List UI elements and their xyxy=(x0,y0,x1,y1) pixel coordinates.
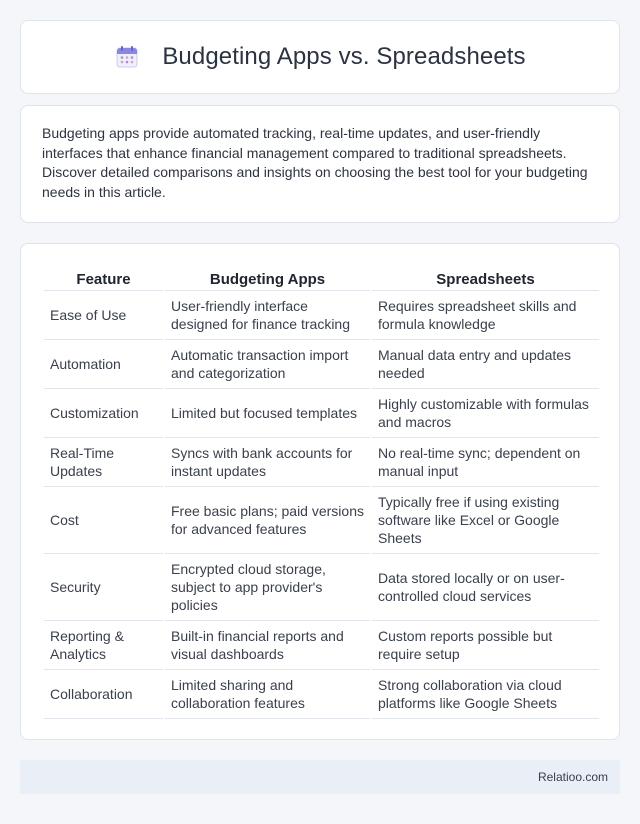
table-row xyxy=(44,621,599,670)
feature-cell: Ease of Use xyxy=(44,291,163,340)
comparison-card xyxy=(20,243,620,740)
feature-cell: Cost xyxy=(44,487,163,554)
header-spreadsheets: Spreadsheets xyxy=(372,265,599,291)
feature-cell: Automation xyxy=(44,340,163,389)
feature-cell: Reporting & Analytics xyxy=(44,621,163,670)
intro-paragraph: Budgeting apps provide automated tracking, real-time updates, and user-friendly interfaces that enhance financial management compared to traditional spreadsheets. Discover detailed comparisons and insights on choosing the best tool for your budgeting needs in this article. xyxy=(42,125,588,200)
spreadsheets-cell: No real-time sync; dependent on manual input xyxy=(372,438,599,487)
spreadsheets-cell: Data stored locally or on user-controlled cloud services xyxy=(372,554,599,621)
footer-bar xyxy=(20,760,620,794)
apps-cell: Limited but focused templates xyxy=(165,389,370,438)
header-feature: Feature xyxy=(44,265,163,291)
calendar-icon xyxy=(114,44,140,70)
spreadsheets-cell: Requires spreadsheet skills and formula knowledge xyxy=(372,291,599,340)
footer-site-name: Relatioo.com xyxy=(537,770,608,784)
spreadsheets-cell: Highly customizable with formulas and macros xyxy=(372,389,599,438)
header-budgeting-apps: Budgeting Apps xyxy=(165,265,370,291)
table-row xyxy=(44,554,599,621)
intro-card xyxy=(20,105,620,223)
table-row xyxy=(44,670,599,719)
apps-cell: User-friendly interface designed for finance tracking xyxy=(165,291,370,340)
table-header-row xyxy=(44,265,599,291)
feature-cell: Security xyxy=(44,554,163,621)
title-wrap xyxy=(114,43,525,71)
spreadsheets-cell: Typically free if using existing software like Excel or Google Sheets xyxy=(372,487,599,554)
page-title: Budgeting Apps vs. Spreadsheets xyxy=(162,43,526,70)
feature-cell: Collaboration xyxy=(44,670,163,719)
table-row xyxy=(44,291,599,340)
table-row xyxy=(44,340,599,389)
apps-cell: Free basic plans; paid versions for advanced features xyxy=(165,487,370,554)
title-card xyxy=(20,20,620,94)
table-row xyxy=(44,487,599,554)
spreadsheets-cell: Custom reports possible but require setup xyxy=(372,621,599,670)
apps-cell: Automatic transaction import and categorization xyxy=(165,340,370,389)
spreadsheets-cell: Strong collaboration via cloud platforms like Google Sheets xyxy=(372,670,599,719)
feature-cell: Customization xyxy=(44,389,163,438)
table-row xyxy=(44,438,599,487)
apps-cell: Syncs with bank accounts for instant updates xyxy=(165,438,370,487)
comparison-table xyxy=(42,265,601,719)
apps-cell: Encrypted cloud storage, subject to app provider's policies xyxy=(165,554,370,621)
table-row xyxy=(44,389,599,438)
spreadsheets-cell: Manual data entry and updates needed xyxy=(372,340,599,389)
feature-cell: Real-Time Updates xyxy=(44,438,163,487)
apps-cell: Limited sharing and collaboration features xyxy=(165,670,370,719)
apps-cell: Built-in financial reports and visual dashboards xyxy=(165,621,370,670)
